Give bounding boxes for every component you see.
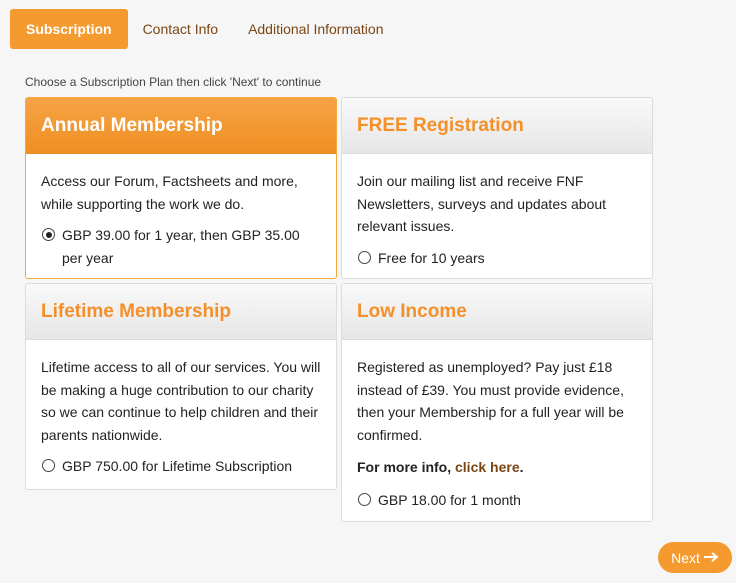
plan-option[interactable] (41, 455, 321, 478)
plan-option[interactable] (357, 489, 637, 512)
tab-bar (10, 9, 398, 49)
next-button-label: Next (671, 549, 700, 566)
plan-option-label: GBP 39.00 for 1 year, then GBP 35.00 per year (62, 227, 300, 266)
tab-subscription[interactable]: Subscription (10, 9, 128, 49)
plan-title: Annual Membership (26, 98, 336, 154)
plan-description: Lifetime access to all of our services. You will be making a huge contribution to our charity so we can continue to help children and their parents nationwide. (41, 359, 321, 443)
radio-button[interactable] (358, 251, 371, 264)
more-info-text (357, 456, 637, 479)
radio-button[interactable] (358, 493, 371, 506)
plan-option-label: Free for 10 years (378, 249, 485, 266)
plan-description: Join our mailing list and receive FNF Newsletters, surveys and updates about relevant issues. (357, 173, 607, 234)
tab-contact-info[interactable]: Contact Info (142, 21, 219, 37)
arrow-right-icon (704, 549, 719, 566)
plan-card-free[interactable] (341, 97, 653, 279)
radio-button[interactable] (42, 459, 55, 472)
plan-option[interactable] (41, 224, 321, 269)
more-info-suffix: . (519, 459, 524, 475)
plan-card-lifetime[interactable] (25, 283, 337, 490)
plan-option-label: GBP 18.00 for 1 month (378, 491, 521, 508)
plan-option[interactable] (357, 247, 637, 270)
tab-additional-information[interactable]: Additional Information (248, 21, 384, 37)
plan-card-low-income[interactable] (341, 283, 653, 522)
click-here-link[interactable]: click here (455, 459, 520, 475)
plan-option-label: GBP 750.00 for Lifetime Subscription (62, 458, 293, 474)
plan-title: Lifetime Membership (26, 284, 336, 340)
plan-title: Low Income (342, 284, 652, 340)
plan-description: Registered as unemployed? Pay just £18 instead of £39. You must provide evidence, then your Membership for a full year will be confirmed. (357, 359, 624, 443)
plan-title: FREE Registration (342, 98, 652, 154)
plan-card-annual[interactable] (25, 97, 337, 279)
plan-description: Access our Forum, Factsheets and more, while supporting the work we do. (41, 173, 298, 212)
instruction-text: Choose a Subscription Plan then click 'Next' to continue (25, 75, 322, 89)
more-info-prefix: For more info, (357, 459, 455, 475)
radio-button-checked[interactable] (42, 228, 55, 241)
next-button[interactable] (658, 542, 732, 573)
